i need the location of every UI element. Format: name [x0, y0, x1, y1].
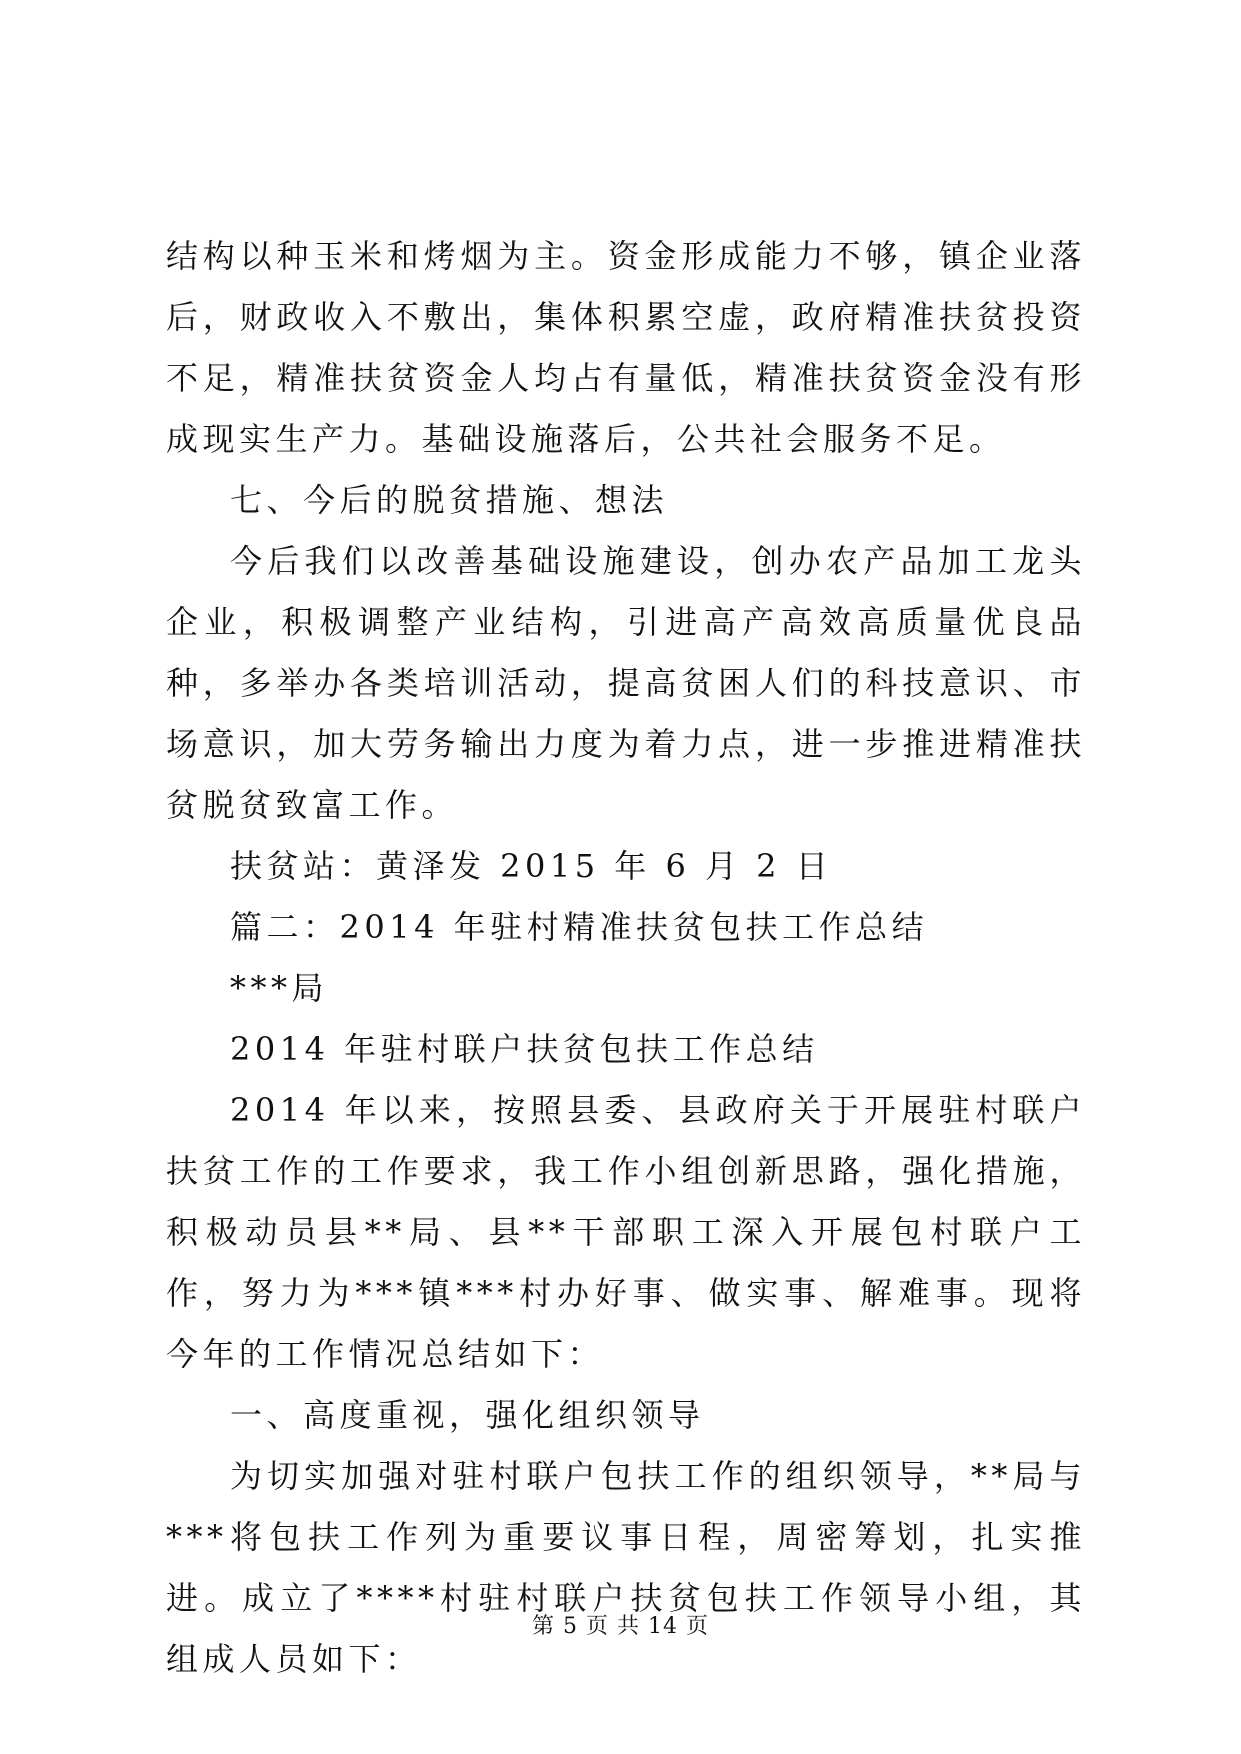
- article-title-part-two: 篇二：2014 年驻村精准扶贫包扶工作总结: [230, 908, 929, 946]
- paragraph-leadership-group: 为切实加强对驻村联户包扶工作的组织领导，**局与***将包扶工作列为重要议事日程，周密筹划，扎实推进。成立了****村驻村联户扶贫包扶工作领导小组，其组成人员如下：: [166, 1457, 1086, 1678]
- page-number-footer: 第 5 页 共 14 页: [532, 1614, 709, 1639]
- signature-line: 扶贫站：黄泽发 2015 年 6 月 2 日: [230, 847, 833, 885]
- paragraph-introduction: 2014 年以来，按照县委、县政府关于开展驻村联户扶贫工作的工作要求，我工作小组创新思路，强化措施，积极动员县**局、县**干部职工深入开展包村联户工作，努力为***镇***村办好事、做实事、解难事。现将今年的工作情况总结如下：: [166, 1091, 1086, 1373]
- section-heading-measures: 七、今后的脱贫措施、想法: [230, 481, 669, 519]
- paragraph-funding-structure: 结构以种玉米和烤烟为主。资金形成能力不够，镇企业落后，财政收入不敷出，集体积累空虚，政府精准扶贫投资不足，精准扶贫资金人均占有量低，精准扶贫资金没有形成现实生产力。基础设施落后，公共社会服务不足。: [166, 237, 1086, 458]
- section-heading-leadership: 一、高度重视，强化组织领导: [230, 1396, 705, 1434]
- report-title: 2014 年驻村联户扶贫包扶工作总结: [230, 1030, 819, 1068]
- paragraph-future-plans: 今后我们以改善基础设施建设，创办农产品加工龙头企业，积极调整产业结构，引进高产高效高质量优良品种，多举办各类培训活动，提高贫困人们的科技意识、市场意识，加大劳务输出力度为着力点，进一步推进精准扶贫脱贫致富工作。: [166, 542, 1086, 824]
- bureau-name: ***局: [230, 969, 329, 1007]
- document-body: [166, 226, 1086, 1690]
